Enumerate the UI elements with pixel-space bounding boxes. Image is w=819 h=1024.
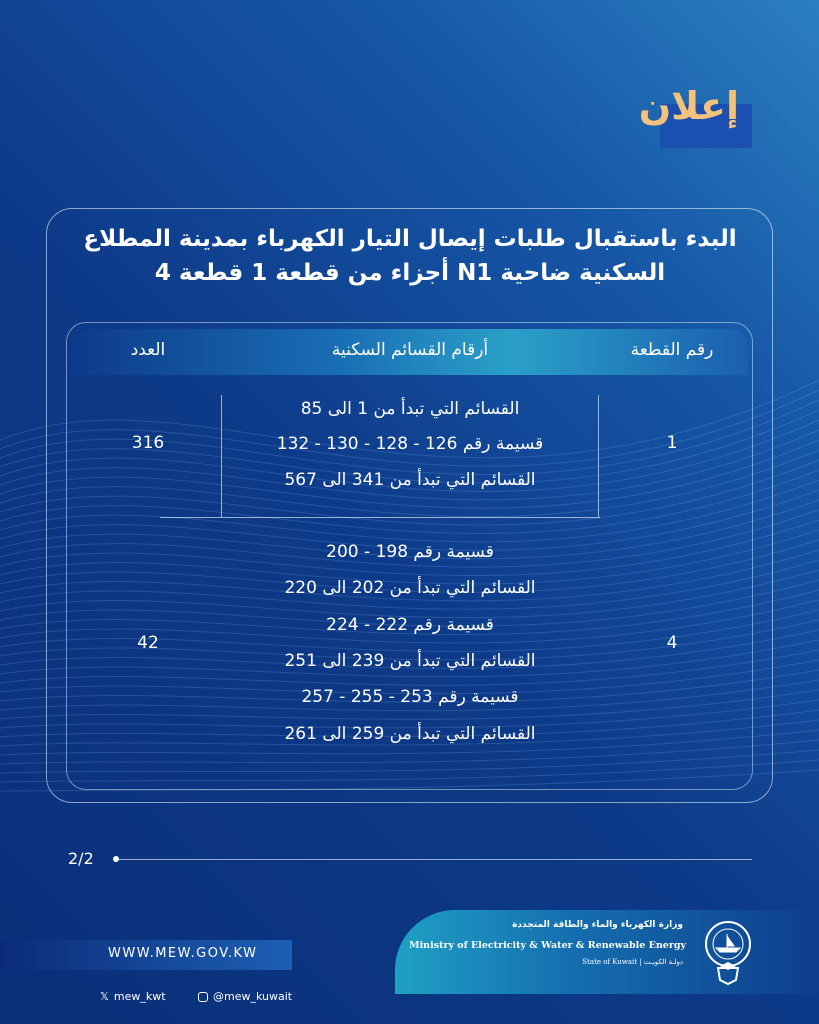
headline-line: البدء باستقبال طلبات إيصال التيار الكهرباء بمدينة المطلاع (83, 226, 737, 252)
row2-plot: قسيمة رقم 253 - 255 - 257 (301, 687, 519, 707)
row1-plot: القسائم التي تبدأ من 341 الى 567 (284, 470, 536, 490)
divider (221, 395, 222, 517)
row1-plot: القسائم التي تبدأ من 1 الى 85 (300, 399, 520, 419)
divider (160, 517, 600, 518)
row2-plot: القسائم التي تبدأ من 202 الى 220 (284, 578, 536, 598)
row1-plot: قسيمة رقم 126 - 128 - 130 - 132 (276, 434, 544, 454)
row2-block: 4 (666, 633, 678, 653)
headline (60, 222, 760, 290)
website-link[interactable]: WWW.MEW.GOV.KW (108, 946, 258, 961)
pagination: 2/2 (68, 849, 94, 868)
headline-line: السكنية ضاحية N1 أجزاء من قطعة 1 قطعة 4 (154, 260, 666, 286)
row2-plot: قسيمة رقم 222 - 224 (326, 615, 494, 635)
instagram-icon (198, 992, 208, 1002)
pagination-line (119, 859, 752, 860)
x-account[interactable] (100, 990, 166, 1003)
row2-plot: القسائم التي تبدأ من 259 الى 261 (284, 724, 536, 744)
website-bar (0, 940, 292, 970)
state-label: State of Kuwait | دولـة الكويـت (582, 958, 683, 966)
row1-count: 316 (131, 433, 165, 453)
row1-block: 1 (666, 433, 678, 453)
header-block: رقم القطعة (630, 340, 714, 360)
ministry-name-en: Ministry of Electricity & Water & Renewable Energy (409, 940, 686, 951)
row2-plot: القسائم التي تبدأ من 239 الى 251 (284, 651, 536, 671)
row2-plot: قسيمة رقم 198 - 200 (326, 542, 494, 562)
kuwait-emblem-icon (696, 916, 760, 986)
x-icon: 𝕏 (100, 990, 109, 1003)
page-title: إعلان (638, 84, 739, 128)
instagram-account[interactable] (198, 990, 292, 1003)
header-count: العدد (130, 340, 166, 360)
row2-count: 42 (137, 633, 159, 653)
instagram-handle: @mew_kuwait (213, 990, 293, 1003)
x-handle: mew_kwt (113, 990, 166, 1003)
ministry-name-ar: وزارة الكهرباء والماء والطاقة المتجددة (512, 920, 683, 930)
divider (598, 395, 599, 517)
header-plots: أرقام القسائم السكنية (331, 340, 489, 360)
